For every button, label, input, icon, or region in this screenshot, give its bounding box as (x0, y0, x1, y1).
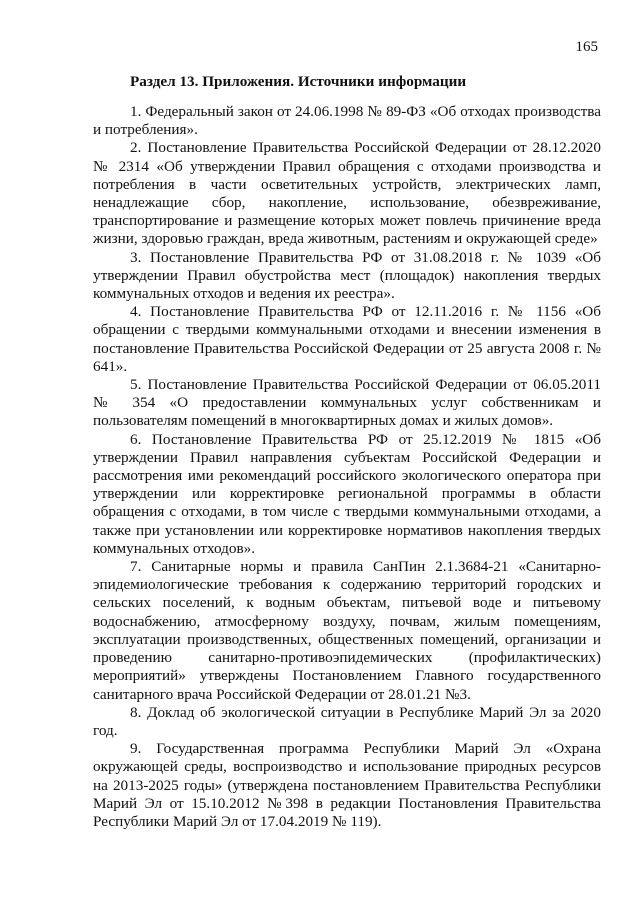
reference-item: 8. Доклад об экологической ситуации в Республике Марий Эл за 2020 год. (93, 703, 601, 739)
references-list (93, 103, 601, 831)
reference-item: 1. Федеральный закон от 24.06.1998 № 89-ФЗ «Об отходах производства и потребления». (93, 103, 601, 139)
reference-item: 3. Постановление Правительства РФ от 31.08.2018 г. № 1039 «Об утверждении Правил обустройства мест (площадок) накопления твердых коммунальных отходов и ведения их реестра». (93, 248, 601, 303)
reference-item: 5. Постановление Правительства Российской Федерации от 06.05.2011 № 354 «О предоставлении коммунальных услуг собственникам и пользователям помещений в многоквартирных домах и жилых домов». (93, 376, 601, 430)
reference-item: 7. Санитарные нормы и правила СанПин 2.1.3684-21 «Санитарно-эпидемиологические требования к содержанию территорий городских и сельских поселений, к водным объектам, питьевой воде и питьевому водоснабжению, атмосферному воздуху, почвам, жилым помещениям, эксплуатации производственных, общественных помещений, организации и проведению санитарно-противоэпидемических (профилактических) мероприятий» утверждены Постановлением Главного государственного санитарного врача Российской Федерации от 28.01.21 №3. (93, 558, 601, 703)
reference-item: 6. Постановление Правительства РФ от 25.12.2019 № 1815 «Об утверждении Правил направления субъектам Российской Федерации и рассмотрения ими рекомендаций российского экологического оператора при утверждении или корректировке региональной программы в области обращения с отходами, в том числе с твердыми коммунальными отходами, а также при установлении или корректировке нормативов накопления твердых коммунальных отходов». (93, 430, 601, 557)
reference-item: 9. Государственная программа Республики Марий Эл «Охрана окружающей среды, воспроизводство и использование природных ресурсов на 2013-2025 годы» (утверждена постановлением Правительства Республики Марий Эл от 15.10.2012 №398 в редакции Постановления Правительства Республики Марий Эл от 17.04.2019 № 119). (93, 740, 601, 830)
page-number: 165 (575, 39, 598, 55)
reference-item: 4. Постановление Правительства РФ от 12.11.2016 г. № 1156 «Об обращении с твердыми коммунальными отходами и внесении изменения в постановление Правительства Российской Федерации от 25 августа 2008 г. № 641». (93, 303, 601, 375)
reference-item: 2. Постановление Правительства Российской Федерации от 28.12.2020 № 2314 «Об утверждении Правил обращения с отходами производства и потребления в части осветительных устройств, электрических ламп, ненадлежащие сбор, накопление, использование, обезвреживание, транспортирование и размещение которых может повлечь причинение вреда жизни, здоровью граждан, вреда животным, растениям и окружающей среде» (93, 139, 601, 248)
section-heading: Раздел 13. Приложения. Источники информации (130, 73, 467, 90)
